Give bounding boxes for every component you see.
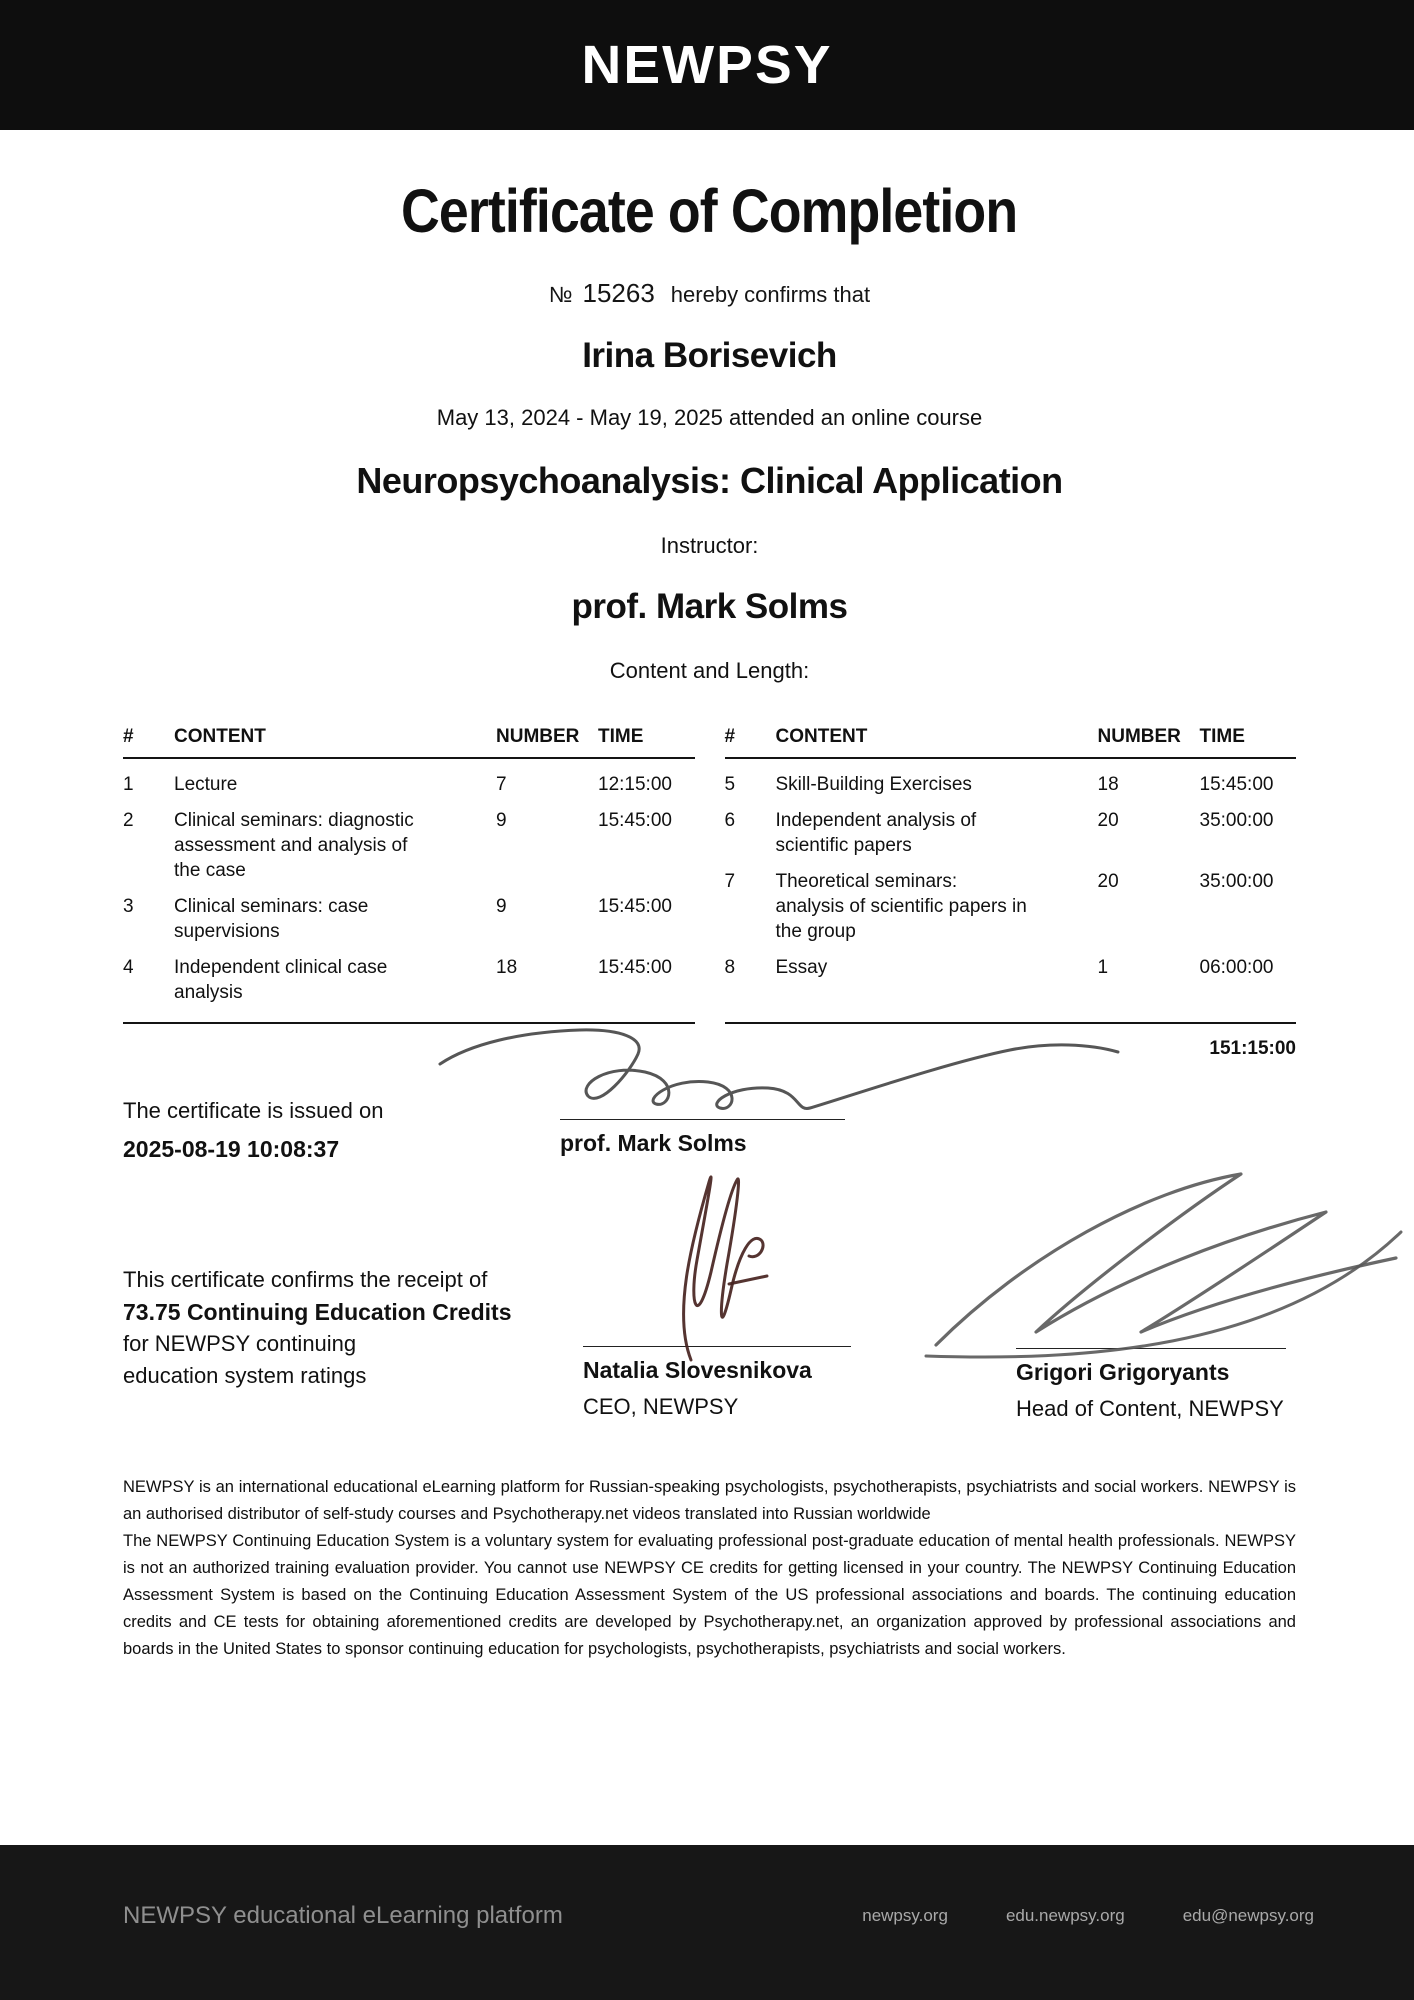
header-bar [0, 0, 1414, 130]
footer-link[interactable]: edu.newpsy.org [1005, 1905, 1125, 1925]
cell-num: 2 [123, 810, 134, 831]
course-dates: May 13, 2024 - May 19, 2025 attended an online course [436, 405, 983, 430]
issued-on-date: 2025-08-19 10:08:37 [123, 1136, 340, 1162]
newpsy-logo: NEWPSY [581, 35, 833, 95]
cell-num: 7 [724, 871, 736, 892]
content-table-right [725, 726, 1297, 1024]
table-header-row [123, 726, 695, 758]
certificate-number-line [123, 278, 1296, 309]
disclaimer-paragraph-1: NEWPSY is an international educational eLearning platform for Russian-speaking psychologists, psychotherapists, psychiatrists and social workers. NEWPSY is an authorised distributor of self-study courses and Psychotherapy.net videos translated into Russian worldwide [123, 1478, 1296, 1523]
signatory-role: CEO, NEWPSY [583, 1394, 739, 1419]
cell-time: 06:00:00 [1199, 957, 1274, 978]
footer-link[interactable]: newpsy.org [862, 1905, 948, 1925]
certificate-number: 15263 [582, 278, 655, 308]
signature-line [1016, 1348, 1286, 1349]
cell-number: 1 [1097, 957, 1109, 978]
course-title: Neuropsychoanalysis: Clinical Application [356, 460, 1063, 501]
instructor-name: prof. Mark Solms [571, 587, 848, 626]
content-length-heading: Content and Length: [609, 658, 810, 683]
col-header-content: CONTENT [776, 726, 1098, 758]
cell-number: 9 [496, 896, 507, 917]
disclaimer-text [123, 1474, 1296, 1663]
cell-time: 35:00:00 [1199, 871, 1274, 892]
cell-time: 15:45:00 [598, 896, 672, 917]
table-row [123, 949, 695, 1010]
cell-time: 15:45:00 [598, 957, 672, 978]
table-header-row [725, 726, 1297, 758]
number-symbol: № [548, 282, 573, 307]
grigori-signature-scribble [896, 1160, 1414, 1360]
credits-statement [123, 1264, 511, 1392]
cell-content: Clinical seminars: diagnostic assessment and analysis of the case [174, 810, 414, 881]
cell-content: Lecture [174, 774, 238, 795]
solms-signature-scribble [430, 1016, 1130, 1131]
cell-time: 15:45:00 [598, 810, 672, 831]
footer-platform-text: NEWPSY educational eLearning platform [123, 1901, 563, 1929]
signature-line [583, 1346, 851, 1347]
table-row [725, 802, 1297, 863]
table-row [123, 758, 695, 802]
cell-number: 18 [1097, 774, 1119, 795]
cell-num: 1 [123, 774, 134, 795]
total-time: 151:15:00 [1209, 1038, 1296, 1059]
signature-block-natalia [583, 1346, 851, 1420]
issued-on-label: The certificate is issued on [123, 1098, 384, 1123]
table-row [123, 888, 695, 949]
col-header-num: # [725, 726, 776, 758]
cell-number: 20 [1097, 871, 1119, 892]
cell-content: Clinical seminars: case supervisions [174, 896, 369, 942]
signatures-zone [123, 1066, 1296, 1474]
cell-num: 8 [724, 957, 736, 978]
natalia-signature-scribble [613, 1164, 783, 1364]
certificate-title: Certificate of Completion [401, 177, 1018, 245]
cell-content: Independent analysis of scientific papers [775, 810, 977, 856]
cell-content: Theoretical seminars: analysis of scientific papers in the group [775, 871, 1027, 942]
col-header-number: NUMBER [1098, 726, 1200, 758]
table-row [725, 949, 1297, 985]
credits-line4: education system ratings [123, 1363, 367, 1388]
signature-block-solms [560, 1119, 845, 1157]
cell-time: 35:00:00 [1199, 810, 1274, 831]
col-header-num: # [123, 726, 174, 758]
cell-number: 7 [496, 774, 507, 795]
course-content-tables [123, 726, 1296, 1024]
cell-number: 9 [496, 810, 507, 831]
col-header-time: TIME [598, 726, 695, 758]
footer-bar [0, 1845, 1414, 2000]
footer-link[interactable]: edu@newpsy.org [1182, 1905, 1314, 1925]
col-header-content: CONTENT [174, 726, 496, 758]
signatory-name: Natalia Slovesnikova [583, 1357, 812, 1383]
cell-num: 3 [123, 896, 134, 917]
signatory-name: Grigori Grigoryants [1016, 1359, 1230, 1385]
confirms-text: hereby confirms that [670, 282, 871, 307]
signature-line [560, 1119, 845, 1120]
disclaimer-paragraph-2: The NEWPSY Continuing Education System is a voluntary system for evaluating professional post-graduate education of mental health professionals. NEWPSY is not an authorized training evaluation provider. You cannot use NEWPSY CE credits for getting licensed in your country. The NEWPSY Continuing Education Assessment System is based on the Continuing Education Assessment System of the US professional associations and boards. The continuing education credits and CE tests for obtaining aforementioned credits are developed by Psychotherapy.net, an organization approved by professional associations and boards in the United States to sponsor continuing education for psychologists, psychotherapists, psychiatrists and social workers. [123, 1532, 1296, 1658]
cell-num: 6 [724, 810, 736, 831]
footer-links [862, 1906, 1314, 1926]
table-row [725, 863, 1297, 949]
col-header-number: NUMBER [496, 726, 598, 758]
cell-content: Skill-Building Exercises [775, 774, 972, 795]
instructor-label: Instructor: [660, 533, 759, 558]
cell-content: Essay [775, 957, 828, 978]
signature-block-grigori [1016, 1348, 1286, 1422]
credits-line1: This certificate confirms the receipt of [123, 1267, 488, 1292]
cell-number: 18 [496, 957, 518, 978]
signatory-role: Head of Content, NEWPSY [1016, 1396, 1284, 1421]
cell-time: 12:15:00 [598, 774, 672, 795]
cell-time: 15:45:00 [1199, 774, 1274, 795]
col-header-time: TIME [1200, 726, 1297, 758]
content-table-left [123, 726, 695, 1024]
cell-num: 4 [123, 957, 134, 978]
cell-content: Independent clinical case analysis [174, 957, 388, 1003]
student-name: Irina Borisevich [582, 336, 837, 375]
certificate-body [0, 130, 1414, 1663]
cell-number: 20 [1097, 810, 1119, 831]
cell-num: 5 [724, 774, 736, 795]
signatory-name: prof. Mark Solms [560, 1130, 747, 1156]
credits-line3: for NEWPSY continuing [123, 1331, 357, 1356]
table-row [123, 802, 695, 888]
credits-amount: 73.75 Continuing Education Credits [123, 1299, 512, 1325]
table-row [725, 758, 1297, 802]
